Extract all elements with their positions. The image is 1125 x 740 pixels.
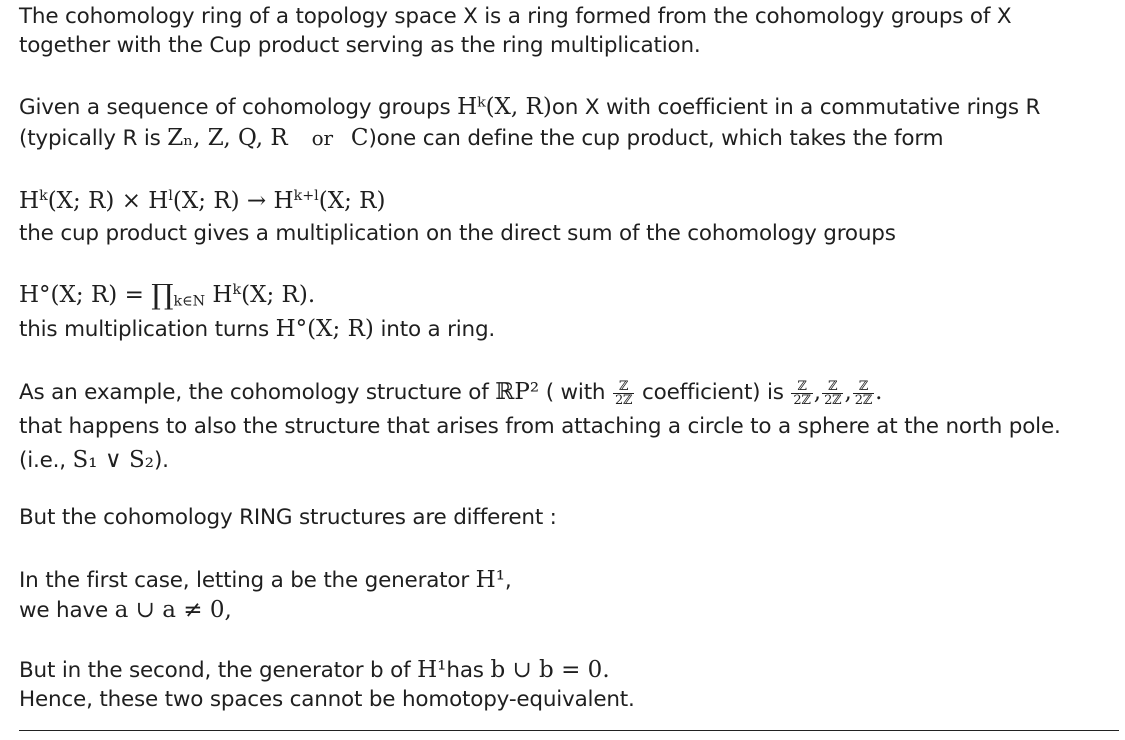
math-sup: l [168, 188, 173, 205]
fraction-numerator: ℤ [828, 378, 838, 394]
math-cup-nonzero: a ∪ a ≠ 0 [114, 597, 225, 623]
text-run: coefficient) is [635, 380, 791, 405]
paragraph-5-line-2: that happens to also the structure that arises from attaching a circle to a sphere at the north pole. [19, 414, 1061, 439]
fraction-z-2z [613, 380, 634, 407]
cup-product-formula [19, 187, 385, 215]
paragraph-4-line-1 [19, 315, 495, 344]
fraction-z-2z [822, 380, 843, 407]
direct-sum-formula [19, 278, 316, 312]
paragraph-3-line-1: the cup product gives a multiplication on the direct sum of the cohomology groups [19, 221, 896, 246]
math-part: (X; R). [241, 282, 316, 308]
comma: , [224, 597, 232, 623]
math-sup: k [39, 188, 48, 205]
text-run: this multiplication turns [19, 317, 276, 342]
math-sup: k+l [293, 188, 319, 205]
math-total-cohomology: H°(X; R) [275, 316, 374, 342]
text-run: , [504, 568, 512, 593]
math-cup-zero: b ∪ b = 0 [490, 657, 603, 683]
math-cohomology-group: Hᵏ(X, R) [457, 94, 552, 120]
math-part: H [19, 188, 40, 214]
period: . [875, 379, 883, 405]
math-part: (X; R) × H [47, 188, 169, 214]
text-run: Given a sequence of cohomology groups [19, 95, 458, 120]
math-or: or [311, 126, 333, 150]
paragraph-8-line-1 [19, 656, 610, 685]
text-run: As an example, the cohomology structure of [19, 380, 496, 405]
paragraph-7-line-2 [19, 596, 232, 625]
paragraph-2-line-1 [19, 93, 1040, 122]
text-run: ). [153, 448, 169, 473]
math-rings-list: Zₙ, Z, Q, R [167, 125, 288, 151]
math-sub: k∈N [173, 293, 206, 310]
text-run: )one can define the cup product, which takes the form [368, 126, 944, 151]
paragraph-7-line-1 [19, 566, 512, 595]
paragraph-5-line-3 [19, 446, 169, 475]
math-wedge-sum: S₁ ∨ S₂ [72, 447, 154, 473]
math-complex: C [350, 125, 369, 151]
math-h1: H¹ [475, 567, 505, 593]
paragraph-8-line-2: Hence, these two spaces cannot be homotopy-equivalent. [19, 687, 635, 712]
fraction-denominator: 2ℤ [614, 392, 633, 408]
comma: , [844, 379, 852, 405]
product-symbol: ∏ [151, 278, 174, 312]
fraction-denominator: 2ℤ [854, 392, 873, 408]
document-body [19, 0, 1119, 731]
fraction-numerator: ℤ [797, 378, 807, 394]
math-sup: k [232, 282, 242, 299]
text-run: (typically R is [19, 126, 168, 151]
paragraph-5-line-1 [19, 378, 882, 407]
paragraph-2-line-2 [19, 124, 943, 153]
math-h1: H¹ [417, 657, 447, 683]
fraction-z-2z [853, 380, 874, 407]
text-run: But in the second, the generator b of [19, 658, 418, 683]
text-run: (i.e., [19, 448, 73, 473]
paragraph-1-line-1: The cohomology ring of a topology space X is a ring formed from the cohomology groups of X [19, 4, 1012, 29]
comma: , [813, 379, 822, 405]
text-run: ( with [539, 380, 612, 405]
paragraph-6-line-1: But the cohomology RING structures are different : [19, 505, 557, 530]
fraction-denominator: 2ℤ [824, 392, 842, 408]
math-part: H°(X; R) = [19, 282, 152, 308]
paragraph-1-line-2: together with the Cup product serving as the ring multiplication. [19, 33, 701, 58]
math-rp2: ℝP² [495, 379, 540, 405]
fraction-denominator: 2ℤ [793, 392, 811, 408]
fraction-numerator: ℤ [619, 378, 629, 394]
text-run: In the first case, letting a be the generator [19, 568, 476, 593]
math-part: (X; R) [318, 188, 386, 214]
math-part: (X; R) → H [172, 188, 294, 214]
text-run: we have [19, 598, 115, 623]
period: . [602, 657, 610, 683]
text-run: into a ring. [373, 317, 496, 342]
fraction-numerator: ℤ [858, 378, 869, 394]
math-part: H [212, 282, 233, 308]
text-run: has [446, 658, 491, 683]
text-run: on X with coefficient in a commutative rings R [551, 95, 1041, 120]
fraction-z-2z [791, 380, 812, 407]
